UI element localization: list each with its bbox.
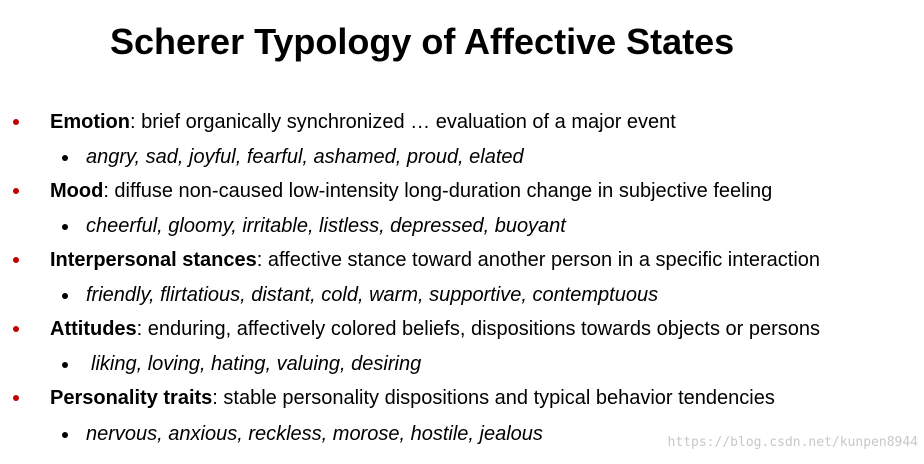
slide-title: Scherer Typology of Affective States — [110, 21, 735, 62]
list-item-emotion — [0, 108, 924, 142]
watermark-text: https://blog.csdn.net/kunpen8944 — [667, 435, 918, 450]
item-text — [50, 177, 772, 205]
bullet-icon — [13, 188, 19, 194]
list-item-interpersonal-stances — [0, 246, 924, 280]
sub-item-attitudes-examples — [0, 350, 924, 380]
bullet-icon — [62, 432, 68, 438]
sub-item-interpersonal-stances-examples — [0, 281, 924, 311]
item-term: Mood — [50, 180, 104, 202]
list-item-attitudes — [0, 315, 924, 349]
item-term: Attitudes — [50, 318, 137, 340]
bullet-icon — [62, 155, 68, 161]
sub-item-mood-examples — [0, 212, 924, 242]
item-examples: friendly, flirtatious, distant, cold, warm, supportive, contemptuous — [86, 284, 659, 306]
list-item-mood — [0, 177, 924, 211]
bullet-icon — [13, 395, 19, 401]
item-text — [50, 246, 820, 274]
item-term: Emotion — [50, 111, 130, 133]
item-examples: liking, loving, hating, valuing, desiring — [91, 353, 422, 375]
item-term: Personality traits — [50, 387, 213, 409]
bullet-icon — [62, 362, 68, 368]
bullet-icon — [62, 293, 68, 299]
item-text — [50, 384, 775, 412]
item-definition: : brief organically synchronized … evaluation of a major event — [130, 111, 676, 133]
bullet-icon — [13, 326, 19, 332]
item-definition: : enduring, affectively colored beliefs, dispositions towards objects or persons — [136, 318, 821, 340]
item-examples: cheerful, gloomy, irritable, listless, depressed, buoyant — [86, 215, 566, 237]
item-definition: : affective stance toward another person in a specific interaction — [256, 249, 821, 271]
item-definition: : stable personality dispositions and typical behavior tendencies — [212, 387, 775, 409]
sub-item-emotion-examples — [0, 143, 924, 173]
bullet-icon — [13, 119, 19, 125]
item-term: Interpersonal stances — [50, 249, 257, 271]
item-examples: nervous, anxious, reckless, morose, hostile, jealous — [86, 423, 543, 445]
bullet-icon — [62, 224, 68, 230]
item-definition: : diffuse non-caused low-intensity long-duration change in subjective feeling — [103, 180, 773, 202]
item-text — [50, 315, 820, 343]
list-item-personality-traits — [0, 384, 924, 418]
item-examples: angry, sad, joyful, fearful, ashamed, proud, elated — [86, 146, 524, 168]
item-text — [50, 108, 676, 136]
bullet-icon — [13, 257, 19, 263]
